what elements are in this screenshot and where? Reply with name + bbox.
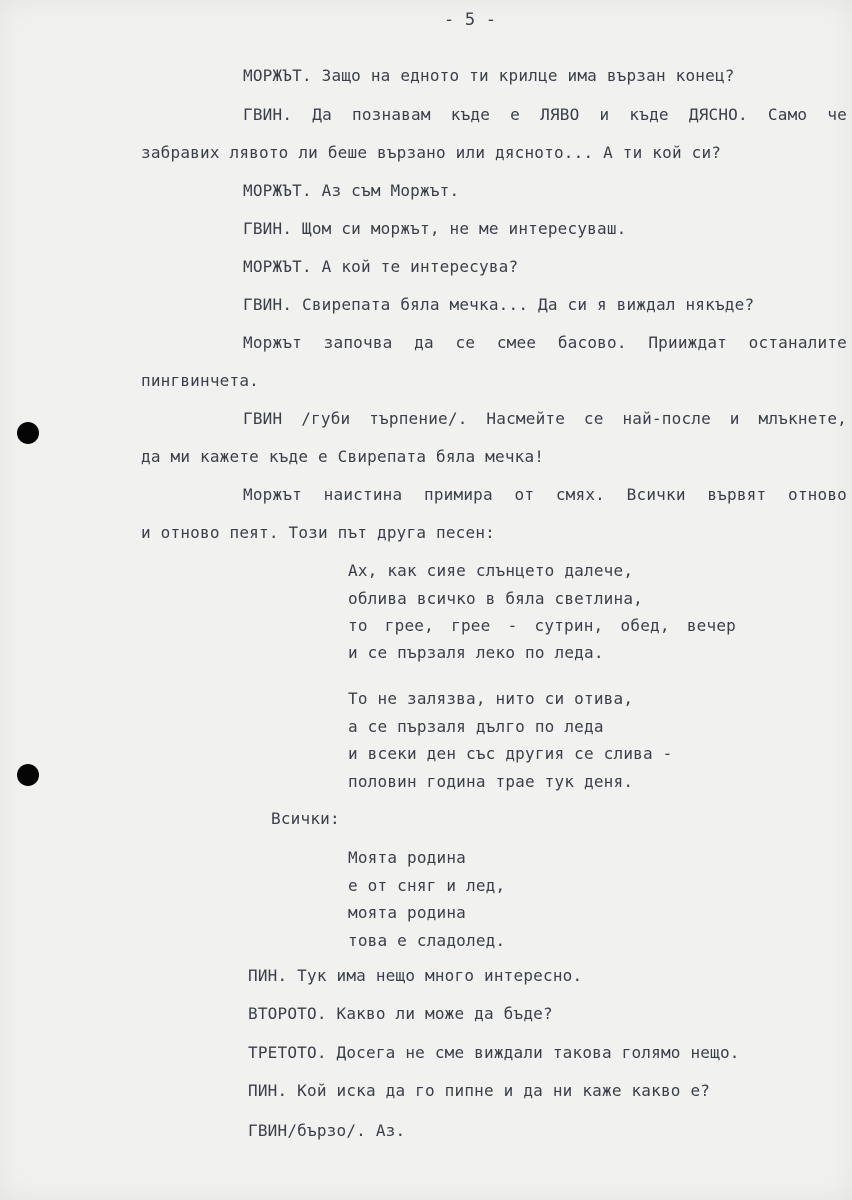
stage-direction: Моржът наистина примира от смях. Всички вървят отново: [243, 485, 847, 504]
dialogue-line: МОРЖЪТ. Аз съм Моржът.: [243, 181, 460, 200]
chorus-line: Моята родина: [348, 848, 466, 867]
dialogue-line: ГВИН. Да познавам къде е ЛЯВО и къде ДЯСНО. Само че: [243, 105, 847, 124]
dialogue-line: ПИН. Кой иска да го пипне и да ни каже какво е?: [248, 1081, 711, 1100]
dialogue-line: ТРЕТОТО. Досега не сме виждали такова голямо нещо.: [248, 1043, 740, 1062]
dialogue-line: ГВИН. Свирепата бяла мечка... Да си я виждал някъде?: [243, 295, 755, 314]
song-verse-2-line: половин година трае тук деня.: [348, 772, 634, 791]
stage-direction-wrap: [243, 333, 847, 353]
chorus-label: Всички:: [271, 809, 340, 828]
dialogue-line: ГВИН /губи търпение/. Насмейте се най-после и млъкнете,: [243, 409, 847, 428]
dialogue-line-wrap: [243, 409, 847, 429]
dialogue-line-wrap: [243, 105, 847, 125]
stage-direction-wrap: [243, 485, 847, 505]
dialogue-line: ГВИН. Щом си моржът, не ме интересуваш.: [243, 219, 627, 238]
song-verse-1-line-wrap: [348, 616, 736, 636]
stage-direction-continued: и отново пеят. Този път друга песен:: [141, 523, 495, 542]
song-verse-1-line: то грее, грее - сутрин, обед, вечер: [348, 616, 736, 635]
chorus-line: това е сладолед.: [348, 931, 506, 950]
chorus-line: моята родина: [348, 903, 466, 922]
dialogue-line: МОРЖЪТ. А кой те интересува?: [243, 257, 519, 276]
song-verse-2-line: и всеки ден със другия се слива -: [348, 744, 673, 763]
song-verse-2-line: То не залязва, нито си отива,: [348, 689, 634, 708]
stage-direction: Моржът започва да се смее басово. Прииждат останалите: [243, 333, 847, 352]
chorus-line: е от сняг и лед,: [348, 876, 506, 895]
stage-direction-continued: пингвинчета.: [141, 371, 259, 390]
dialogue-line-continued: да ми кажете къде е Свирепата бяла мечка!: [141, 447, 545, 466]
dialogue-line: МОРЖЪТ. Защо на едното ти крилце има вързан конец?: [243, 66, 735, 85]
dialogue-line: ПИН. Тук има нещо много интересно.: [248, 966, 583, 985]
song-verse-2-line: а се пързаля дълго по леда: [348, 717, 604, 736]
song-verse-1-line: Ах, как сияе слънцето далече,: [348, 561, 634, 580]
punch-hole-top: [17, 422, 39, 444]
dialogue-line: ГВИН/бързо/. Аз.: [248, 1121, 406, 1140]
dialogue-line-continued: забравих лявото ли беше вързано или дясното... А ти кой си?: [141, 143, 722, 162]
song-verse-1-line: облива всичко в бяла светлина,: [348, 589, 643, 608]
dialogue-line: ВТОРОТО. Какво ли може да бъде?: [248, 1004, 553, 1023]
punch-hole-bottom: [17, 764, 39, 786]
song-verse-1-line: и се пързаля леко по леда.: [348, 643, 604, 662]
page-number: - 5 -: [444, 10, 497, 30]
